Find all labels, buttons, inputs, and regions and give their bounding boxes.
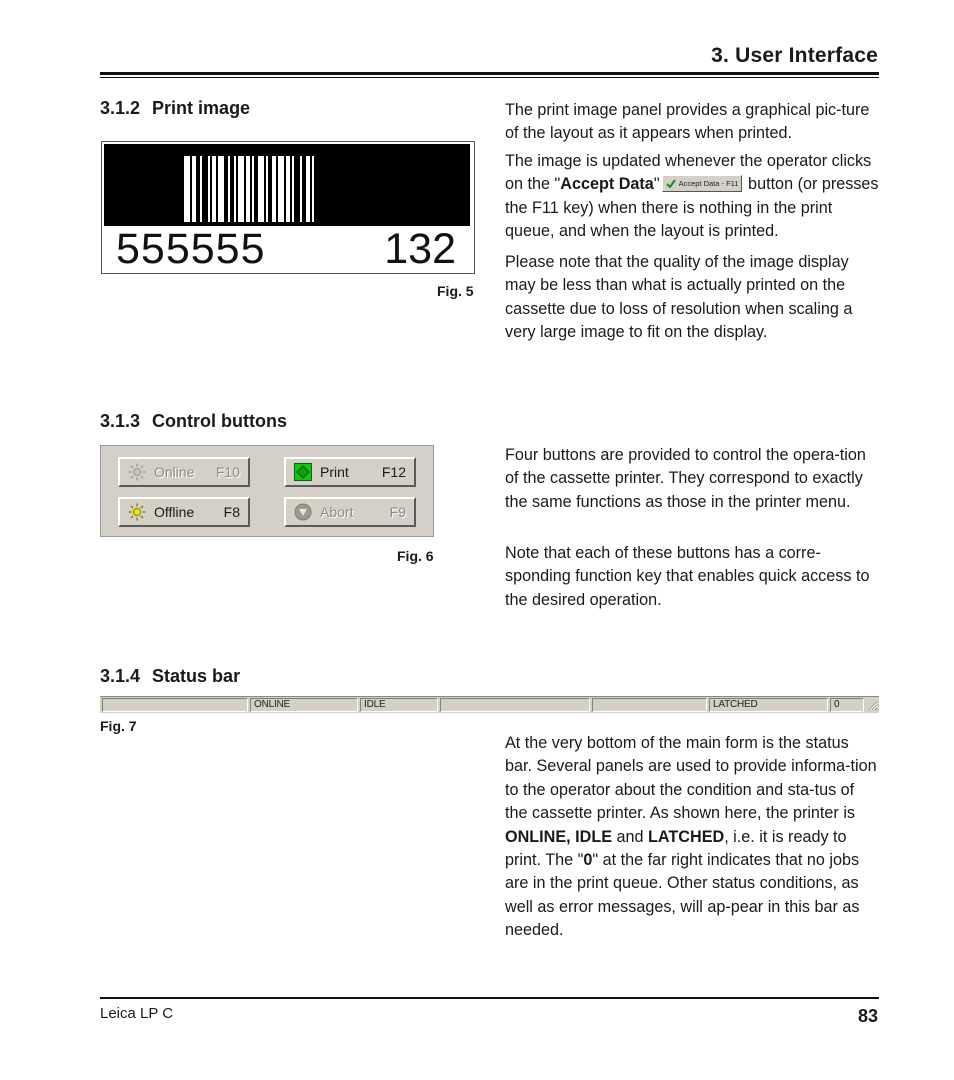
print-button[interactable] — [284, 457, 416, 487]
barcode-bar — [292, 156, 294, 222]
barcode-bar — [272, 156, 276, 222]
status-panel-blank — [440, 698, 590, 712]
accept-data-button-inline — [662, 175, 742, 192]
section-number: 3.1.4 — [100, 666, 141, 686]
barcode-bar — [234, 156, 236, 222]
abort-button-label: Abort — [320, 504, 354, 520]
abort-icon — [294, 503, 312, 521]
barcode-bar — [200, 156, 202, 222]
section-title: Control buttons — [152, 411, 288, 431]
offline-button[interactable] — [118, 497, 250, 527]
status-panel-online: ONLINE — [250, 698, 358, 712]
paragraph-print-image-3: Please note that the quality of the image display may be less than what is actually printed on the cassette due to loss of resolution when scaling a very large image to fit on the display. — [505, 253, 853, 342]
paragraph-control-buttons-1: Four buttons are provided to control the opera-tion of the cassette printer. They correspond to exactly the same functions as those in the printer menu. — [505, 446, 866, 511]
print-button-key: F12 — [381, 464, 406, 480]
page-number: 83 — [857, 1006, 878, 1026]
section-heading-control-buttons — [100, 411, 287, 432]
text-run: " — [653, 175, 660, 194]
offline-button-label: Offline — [154, 504, 195, 520]
abort-button-key: F9 — [389, 504, 406, 520]
resize-grip-icon[interactable] — [867, 700, 877, 710]
barcode-bar — [192, 156, 196, 222]
abort-button[interactable] — [284, 497, 416, 527]
paragraph-print-image-1: The print image panel provides a graphical pic-ture of the layout as it appears when printed. — [505, 101, 870, 143]
text-run-bold: Accept Data — [560, 175, 654, 194]
text-run: " at the far right indicates that no jobs are in the print queue. Other status conditions, as well as error messages, will ap-pear in this bar as needed. — [505, 851, 860, 940]
status-bar — [100, 696, 879, 713]
figure-label-6: Fig. 6 — [397, 548, 434, 564]
barcode-bar — [184, 156, 190, 222]
barcode-bar — [246, 156, 250, 222]
barcode-bar — [306, 156, 310, 222]
footer-product-name: Leica LP C — [100, 1005, 174, 1022]
barcode-bar — [212, 156, 216, 222]
sun-icon — [128, 503, 146, 521]
status-panel-blank — [102, 698, 248, 712]
section-heading-print-image — [100, 98, 250, 119]
print-image-right-number: 132 — [384, 225, 456, 273]
text-run-bold: 0 — [583, 851, 593, 870]
status-panel-queue-count: 0 — [830, 698, 864, 712]
online-button[interactable] — [118, 457, 250, 487]
section-title: Status bar — [152, 666, 241, 686]
text-run-bold: LATCHED — [648, 827, 725, 846]
print-image-black-band — [104, 144, 470, 226]
barcode-bar — [300, 156, 302, 222]
paragraph-status-bar — [505, 732, 879, 943]
text-run: button (or presses the F11 key) when there is nothing in the print queue, and when the layout is printed. — [505, 175, 879, 241]
offline-button-key: F8 — [223, 504, 240, 520]
barcode-bar — [258, 156, 264, 222]
chapter-title: 3. User Interface — [711, 44, 878, 67]
section-title: Print image — [152, 98, 251, 118]
figure-label-5: Fig. 5 — [437, 283, 474, 299]
print-green-icon — [294, 463, 312, 481]
barcode-bar — [312, 156, 314, 222]
checkmark-icon — [666, 179, 676, 188]
accept-data-button-label: Accept Data - F11 — [678, 178, 739, 188]
barcode-bar — [252, 156, 254, 222]
sun-icon — [128, 463, 146, 481]
status-panel-latched: LATCHED — [709, 698, 828, 712]
text-run: At the very bottom of the main form is the status bar. Several panels are used to provide informa-tion to the operator about the condition and sta-tus of the cassette printer. As shown here, the printer is — [505, 734, 877, 823]
control-buttons-panel — [100, 445, 434, 537]
print-button-label: Print — [320, 464, 349, 480]
text-run-bold: ONLINE, IDLE — [505, 827, 613, 846]
header-rule — [100, 72, 879, 75]
online-button-key: F10 — [215, 464, 240, 480]
text-run: The image is updated whenever the operator clicks on the " — [505, 152, 872, 194]
section-heading-status-bar — [100, 666, 240, 687]
text-run: , i.e. it is ready to print. The " — [505, 827, 847, 870]
barcode-graphic — [184, 156, 340, 222]
barcode-bar — [266, 156, 268, 222]
barcode-bar — [228, 156, 230, 222]
figure-label-7: Fig. 7 — [100, 718, 137, 734]
print-image-preview — [101, 141, 475, 274]
barcode-bar — [218, 156, 224, 222]
footer-rule — [100, 997, 879, 999]
print-image-left-number: 555555 — [116, 225, 266, 273]
barcode-bar — [278, 156, 284, 222]
online-button-label: Online — [154, 464, 195, 480]
barcode-bar — [208, 156, 210, 222]
section-number: 3.1.2 — [100, 98, 141, 118]
status-panel-blank — [592, 698, 707, 712]
header-rule-thin — [100, 77, 879, 78]
section-number: 3.1.3 — [100, 411, 141, 431]
text-run: and — [612, 827, 649, 846]
paragraph-print-image-2 — [505, 150, 879, 244]
barcode-bar — [238, 156, 244, 222]
status-panel-idle: IDLE — [360, 698, 438, 712]
paragraph-control-buttons-2: Note that each of these buttons has a corre-sponding function key that enables quick access to the desired operation. — [505, 544, 870, 609]
barcode-bar — [286, 156, 290, 222]
